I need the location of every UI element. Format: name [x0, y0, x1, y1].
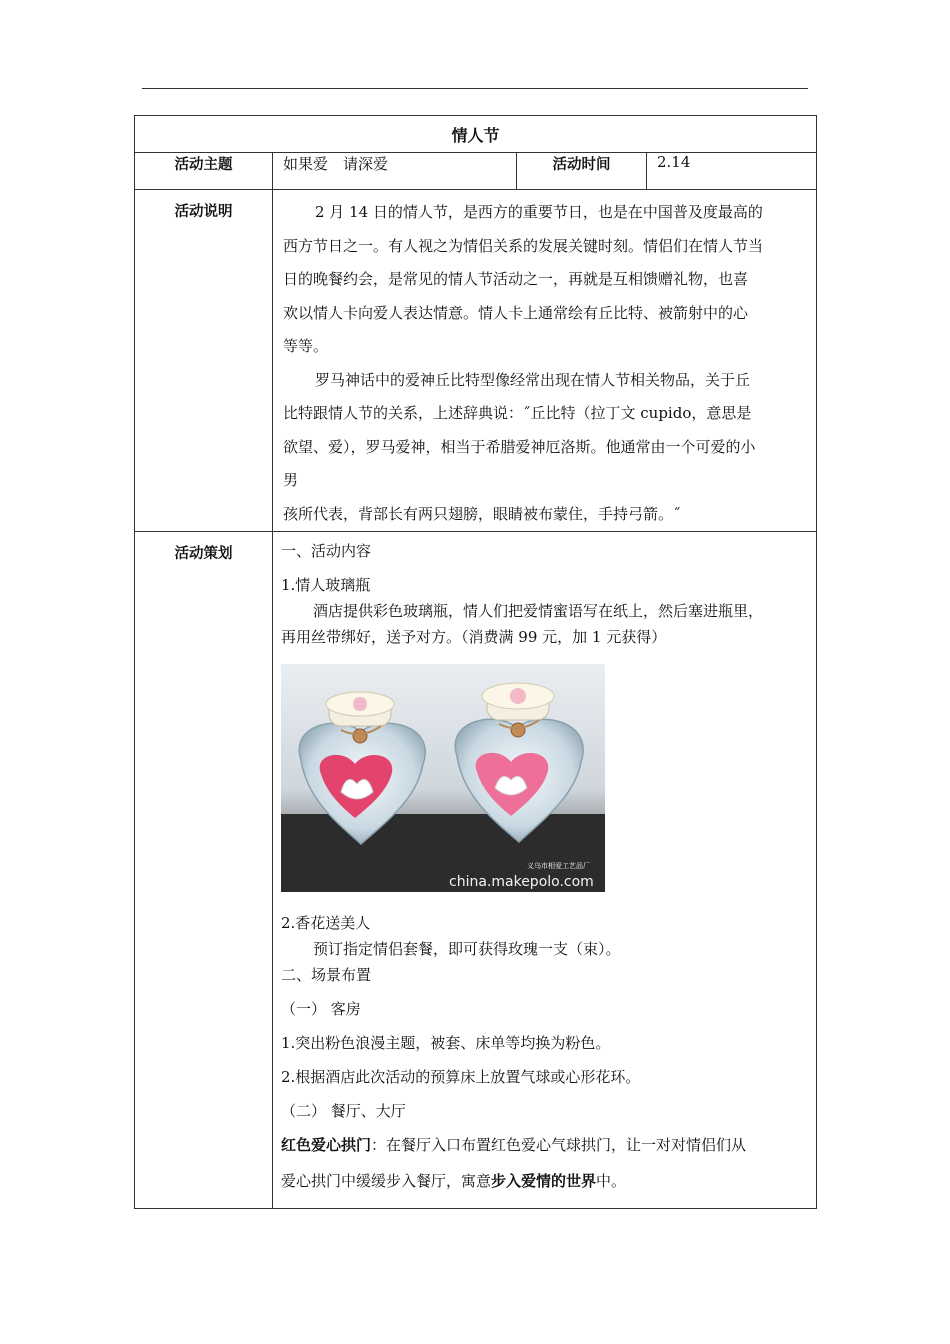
desc-line: 欲望、爱），罗马爱神，相当于希腊爱神厄洛斯。他通常由一个可爱的小 [283, 437, 756, 456]
arch-text: ：在餐厅入口布置红色爱心气球拱门，让一对对情侣们从 [371, 1136, 747, 1154]
sub-heading: （一） 客房 [281, 1000, 361, 1018]
time-label: 活动时间 [517, 153, 647, 190]
desc-line: 2 月 14 日的情人节，是西方的重要节日，也是在中国普及度最高的 [315, 203, 763, 221]
list-item: 2.根据酒店此次活动的预算床上放置气球或心形花环。 [281, 1068, 641, 1086]
plan-cell [273, 532, 817, 1209]
theme-value: 如果爱 请深爱 [273, 153, 517, 190]
plan-label: 活动策划 [135, 532, 273, 1209]
desc-cell [273, 190, 817, 532]
photo-watermark: china.makepolo.com [449, 874, 594, 890]
time-value: 2.14 [647, 153, 817, 190]
section-heading: 二、场景布置 [281, 966, 372, 984]
desc-line: 比特跟情人节的关系，上述辞典说：˝丘比特（拉丁文 cupido，意思是 [283, 404, 752, 422]
item-text: 预订指定情侣套餐，即可获得玫瑰一支（束）。 [313, 940, 621, 958]
theme-label: 活动主题 [135, 153, 273, 190]
arch-line-1 [281, 1132, 808, 1158]
item-title: 2.香花送美人 [281, 914, 371, 932]
arch-bold: 步入爱情的世界 [491, 1172, 597, 1190]
desc-line: 男 [283, 471, 299, 489]
desc-line: 罗马神话中的爱神丘比特型像经常出现在情人节相关物品，关于丘 [315, 370, 751, 389]
arch-text: 中。 [596, 1172, 627, 1190]
item-title: 1.情人玻璃瓶 [281, 576, 371, 594]
item-text: 酒店提供彩色玻璃瓶，情人们把爱情蜜语写在纸上，然后塞进瓶里， [313, 602, 764, 620]
activity-table [134, 115, 817, 1209]
list-item: 1.突出粉色浪漫主题，被套、床单等均换为粉色。 [281, 1034, 611, 1052]
desc-line: 日的晚餐约会，是常见的情人节活动之一，再就是互相馈赠礼物，也喜 [283, 270, 749, 288]
desc-line: 欢以情人卡向爱人表达情意。情人卡上通常绘有丘比特、被箭射中的心 [283, 303, 749, 322]
glass-bottles-photo [281, 664, 605, 892]
header-rule [142, 88, 808, 89]
arch-bold: 红色爱心拱门 [281, 1136, 372, 1154]
table-title: 情人节 [135, 116, 817, 153]
desc-line: 孩所代表，背部长有两只翅膀，眼睛被布蒙住，手持弓箭。˝ [283, 504, 681, 523]
section-heading: 一、活动内容 [281, 542, 372, 560]
sub-heading: （二） 餐厅、大厅 [281, 1102, 406, 1120]
arch-line-2 [281, 1168, 808, 1194]
desc-line: 等等。 [283, 337, 329, 355]
desc-label: 活动说明 [135, 190, 273, 532]
item-text: 再用丝带绑好，送予对方。（消费满 99 元，加 1 元获得） [281, 628, 667, 646]
desc-line: 西方节日之一。有人视之为情侣关系的发展关键时刻。情侣们在情人节当 [283, 236, 764, 255]
arch-text: 爱心拱门中缓缓步入餐厅，寓意 [281, 1172, 492, 1190]
photo-small-text: 义乌市相爱工艺品厂 [527, 862, 590, 870]
